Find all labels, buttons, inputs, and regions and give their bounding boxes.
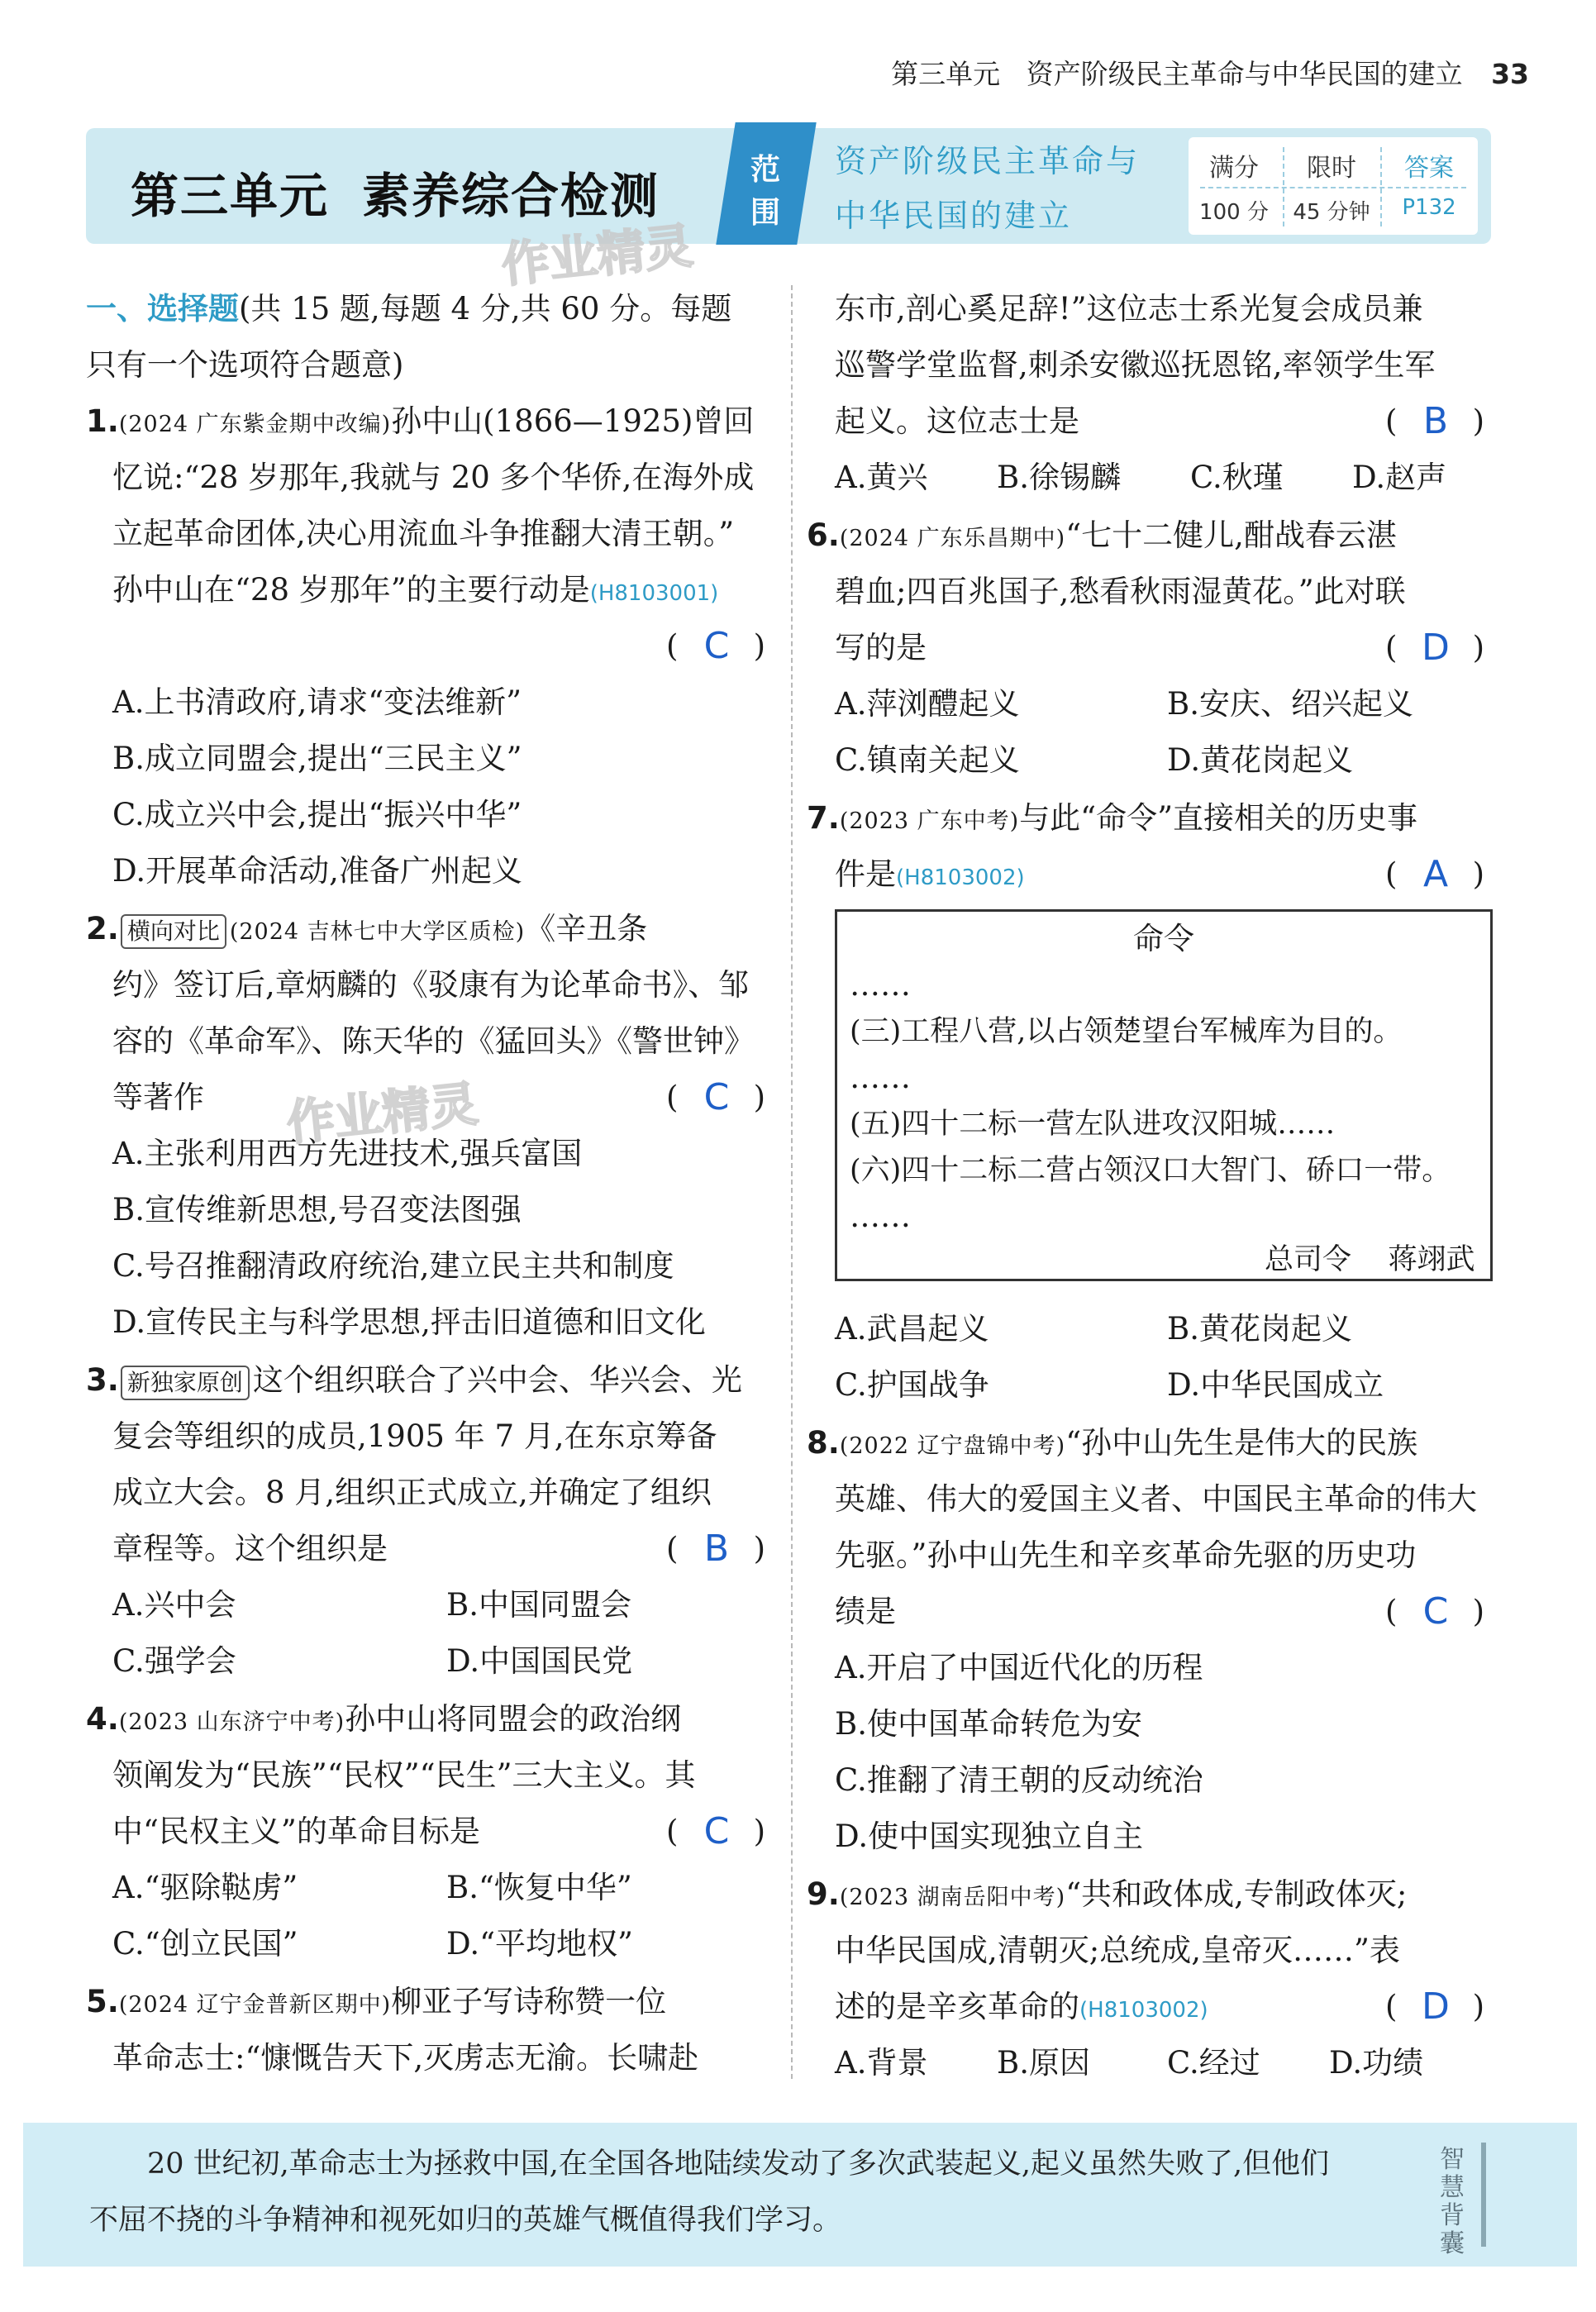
section-desc-line: 只有一个选项符合题意) (86, 347, 404, 383)
question-text: 领阐发为“民族”“民权”“民生”三大主义。其 (112, 1757, 696, 1793)
question-text-last (835, 855, 1025, 898)
question-text: 件是 (835, 856, 896, 892)
question-text: 章程等。这个组织是 (112, 1531, 388, 1566)
option-b[interactable]: B.“恢复中华” (446, 1870, 632, 1905)
question-text: 这个组织联合了兴中会、华兴会、光 (252, 1362, 742, 1398)
option-c[interactable]: C.镇南关起义 (835, 742, 1020, 778)
question-text: 立起革命团体,决心用流血斗争推翻大清王朝。” (112, 516, 735, 551)
option-d[interactable]: D.中国国民党 (446, 1643, 633, 1679)
option-b[interactable]: B.黄花岗起义 (1167, 1311, 1352, 1347)
answer-mark: C (703, 625, 730, 667)
question-source: (2022 辽宁盘锦中考) (839, 1433, 1066, 1459)
option-b[interactable]: B.徐锡麟 (997, 460, 1121, 495)
question-number: 6. (807, 517, 840, 553)
option-b[interactable]: B.使中国革命转危为安 (835, 1706, 1142, 1742)
question-text: 柳亚子写诗称赞一位 (391, 1984, 667, 2019)
question-text: 复会等组织的成员,1905 年 7 月,在东京筹备 (112, 1418, 717, 1454)
wisdom-tip-bar (1481, 2143, 1486, 2247)
scope-line-1: 资产阶级民主革命与 (835, 143, 1141, 179)
answer-mark: B (703, 1528, 730, 1570)
option-a[interactable]: A.上书清政府,请求“变法维新” (112, 684, 522, 720)
answer-mark: A (1422, 853, 1449, 895)
option-c[interactable]: C.成立兴中会,提出“振兴中华” (112, 797, 522, 832)
option-a[interactable]: A.武昌起义 (835, 1311, 989, 1347)
answer-mark: C (1422, 1590, 1449, 1633)
question-source: (2024 辽宁金普新区期中) (118, 1992, 392, 2018)
question-text: 与此“命令”直接相关的历史事 (1019, 800, 1418, 836)
time-limit-value: 45 分钟 (1293, 200, 1370, 225)
answer-mark: C (703, 1810, 730, 1852)
page-title (131, 157, 660, 226)
question-text: 绩是 (835, 1594, 896, 1629)
time-limit-label: 限时 (1307, 154, 1356, 183)
option-d[interactable]: D.赵声 (1352, 460, 1447, 495)
unit-label: 第三单元 (131, 168, 330, 224)
question-text: 约》签订后,章炳麟的《驳康有为论革命书》、邹 (112, 967, 750, 1003)
exam-info-box (1189, 137, 1478, 235)
option-a[interactable]: A.“驱除鞑虏” (112, 1870, 298, 1905)
question-text: 东市,剖心奚足辞!”这位志士系光复会成员兼 (835, 291, 1423, 327)
question-text: 碧血;四百兆国子,愁看秋雨湿黄花。”此对联 (835, 574, 1406, 609)
question-9 (807, 1875, 1407, 1918)
question-text-last (112, 570, 718, 613)
option-a[interactable]: A.开启了中国近代化的历程 (835, 1650, 1203, 1685)
option-a[interactable]: A.萍浏醴起义 (835, 686, 1020, 722)
question-6 (807, 516, 1397, 559)
scope-description (835, 134, 1157, 243)
question-text: 忆说:“28 岁那年,我就与 20 多个华侨,在海外成 (112, 460, 755, 495)
question-4 (86, 1699, 681, 1742)
option-b[interactable]: B.宣传维新思想,号召变法图强 (112, 1192, 522, 1228)
option-d[interactable]: D.使中国实现独立自主 (835, 1819, 1144, 1854)
question-number: 7. (807, 800, 840, 836)
question-source: (2024 广东乐昌期中) (839, 526, 1066, 551)
wisdom-tip-label: 智慧背囊 (1440, 2145, 1465, 2258)
question-source: (2023 山东济宁中考) (118, 1709, 345, 1735)
question-source: (2023 湖南岳阳中考) (839, 1885, 1066, 1910)
option-b[interactable]: B.成立同盟会,提出“三民主义” (112, 741, 522, 776)
question-5 (86, 1982, 666, 2025)
document-line: (五)四十二标一营左队进攻汉阳城…… (850, 1108, 1336, 1141)
document-title: 命令 (1133, 921, 1194, 956)
scope-label: 范围 (750, 153, 780, 230)
running-head (851, 53, 1529, 92)
question-source: (2024 吉林七中大学区质检) (229, 919, 526, 945)
question-number: 4. (86, 1701, 119, 1737)
question-text: 英雄、伟大的爱国主义者、中国民主革命的伟大 (835, 1481, 1477, 1517)
question-tag: 横向对比 (121, 914, 226, 949)
question-number: 3. (86, 1362, 119, 1398)
signature-name: 蒋翊武 (1388, 1243, 1475, 1276)
question-source: (2023 广东中考) (839, 808, 1020, 834)
question-text: 中华民国成,清朝灭;总统成,皇帝灭……”表 (835, 1933, 1400, 1968)
option-d[interactable]: D.中华民国成立 (1167, 1367, 1384, 1403)
option-d[interactable]: D.“平均地权” (446, 1926, 633, 1962)
answer-mark: D (1422, 627, 1450, 669)
answer-mark: D (1422, 1985, 1450, 2028)
option-d[interactable]: D.功绩 (1329, 2045, 1424, 2081)
running-head-topic: 资产阶级民主革命与中华民国的建立 (1026, 58, 1463, 90)
question-text: 等著作 (112, 1080, 204, 1115)
answer-mark: C (703, 1076, 730, 1118)
question-text: 孙中山在“28 岁那年”的主要行动是 (112, 572, 590, 608)
option-c[interactable]: C.“创立民国” (112, 1926, 298, 1962)
question-text: 革命志士:“慷慨告天下,灭虏志无渝。长啸赴 (112, 2040, 699, 2076)
wisdom-tip-line: 不屈不挠的斗争精神和视死如归的英雄气概值得我们学习。 (89, 2204, 842, 2237)
option-c[interactable]: C.强学会 (112, 1643, 236, 1679)
question-text: 孙中山将同盟会的政治纲 (345, 1701, 682, 1737)
question-text: 成立大会。8 月,组织正式成立,并确定了组织 (112, 1475, 712, 1510)
question-code: (H8103001) (589, 581, 719, 606)
watermark: 作业精灵 (283, 1075, 481, 1151)
question-text: 中“民权主义”的革命目标是 (112, 1814, 480, 1849)
option-d[interactable]: D.开展革命活动,准备广州起义 (112, 853, 522, 889)
signature-role: 总司令 (1265, 1243, 1352, 1276)
document-signature (1265, 1240, 1475, 1280)
question-text: 《辛丑条 (525, 911, 648, 946)
option-b[interactable]: B.安庆、绍兴起义 (1167, 686, 1413, 722)
question-tag: 新独家原创 (121, 1366, 250, 1400)
wisdom-tip-line: 20 世纪初,革命志士为拯救中国,在全国各地陆续发动了多次武装起义,起义虽然失败了,但他们 (147, 2148, 1330, 2181)
question-code: (H8103002) (896, 865, 1025, 890)
question-source: (2024 广东紫金期中改编) (118, 412, 392, 437)
document-line: (三)工程八营,以占领楚望台军械库为目的。 (850, 1015, 1403, 1048)
option-a[interactable]: A.背景 (835, 2045, 928, 2081)
question-7 (807, 798, 1417, 841)
option-a[interactable]: A.主张利用西方先进技术,强兵富国 (112, 1136, 583, 1171)
question-text: 容的《革命军》、陈天华的《猛回头》《警世钟》 (112, 1023, 755, 1059)
question-text: 起义。这位志士是 (835, 403, 1079, 439)
question-text: 先驱。”孙中山先生和辛亥革命先驱的历史功 (835, 1537, 1417, 1573)
option-c[interactable]: C.秋瑾 (1190, 460, 1284, 495)
option-a[interactable]: A.黄兴 (835, 460, 928, 495)
running-head-unit: 第三单元 (891, 58, 1001, 90)
info-divider (1380, 147, 1382, 226)
question-1 (86, 402, 754, 445)
question-number: 2. (86, 911, 119, 946)
option-d[interactable]: D.宣传民主与科学思想,抨击旧道德和旧文化 (112, 1304, 706, 1340)
answers-label: 答案 (1404, 154, 1454, 183)
column-divider (791, 285, 793, 2079)
question-text: “孙中山先生是伟大的民族 (1065, 1425, 1418, 1461)
question-number: 9. (807, 1876, 840, 1912)
question-text: 写的是 (835, 630, 927, 665)
document-line: (六)四十二标二营占领汉口大智门、硚口一带。 (850, 1154, 1451, 1187)
question-number: 8. (807, 1425, 840, 1461)
watermark: 作业精灵 (498, 217, 696, 293)
question-3 (86, 1361, 742, 1400)
question-text: “七十二健儿,酣战春云湛 (1065, 517, 1397, 553)
document-ellipsis: …… (850, 1060, 911, 1095)
source-document-box (835, 909, 1493, 1281)
unit-name: 素养综合检测 (362, 168, 660, 224)
question-8 (807, 1423, 1417, 1466)
answers-page-link[interactable]: P132 (1402, 195, 1456, 220)
info-divider (1200, 187, 1466, 188)
document-ellipsis: …… (850, 967, 911, 1003)
question-text: “共和政体成,专制政体灭; (1065, 1876, 1408, 1912)
info-divider (1283, 147, 1284, 226)
question-number: 5. (86, 1984, 119, 2019)
question-2 (86, 909, 647, 952)
section-header (86, 289, 731, 329)
question-number: 1. (86, 403, 119, 439)
question-text: 孙中山(1866—1925)曾回 (391, 403, 755, 439)
option-c[interactable]: C.护国战争 (835, 1367, 989, 1403)
full-marks-label: 满分 (1209, 154, 1259, 183)
section-title: 一、选择题 (86, 291, 239, 327)
scope-line-2: 中华民国的建立 (835, 198, 1073, 234)
answer-mark: B (1422, 400, 1449, 442)
option-b[interactable]: B.中国同盟会 (446, 1587, 631, 1623)
option-d[interactable]: D.黄花岗起义 (1167, 742, 1354, 778)
option-a[interactable]: A.兴中会 (112, 1587, 236, 1623)
question-text: 述的是辛亥革命的 (835, 1989, 1079, 2024)
option-b[interactable]: B.原因 (997, 2045, 1090, 2081)
option-c[interactable]: C.经过 (1167, 2045, 1260, 2081)
full-marks-value: 100 分 (1199, 200, 1269, 225)
question-text-last (835, 1987, 1208, 2030)
document-ellipsis: …… (850, 1199, 911, 1234)
option-c[interactable]: C.推翻了清王朝的反动统治 (835, 1762, 1203, 1798)
option-c[interactable]: C.号召推翻清政府统治,建立民主共和制度 (112, 1248, 674, 1284)
question-code: (H8103002) (1079, 1998, 1208, 2023)
question-text: 巡警学堂监督,刺杀安徽巡抚恩铭,率领学生军 (835, 347, 1436, 383)
page-number: 33 (1491, 58, 1529, 90)
section-desc: (共 15 题,每题 4 分,共 60 分。每题 (239, 291, 732, 327)
